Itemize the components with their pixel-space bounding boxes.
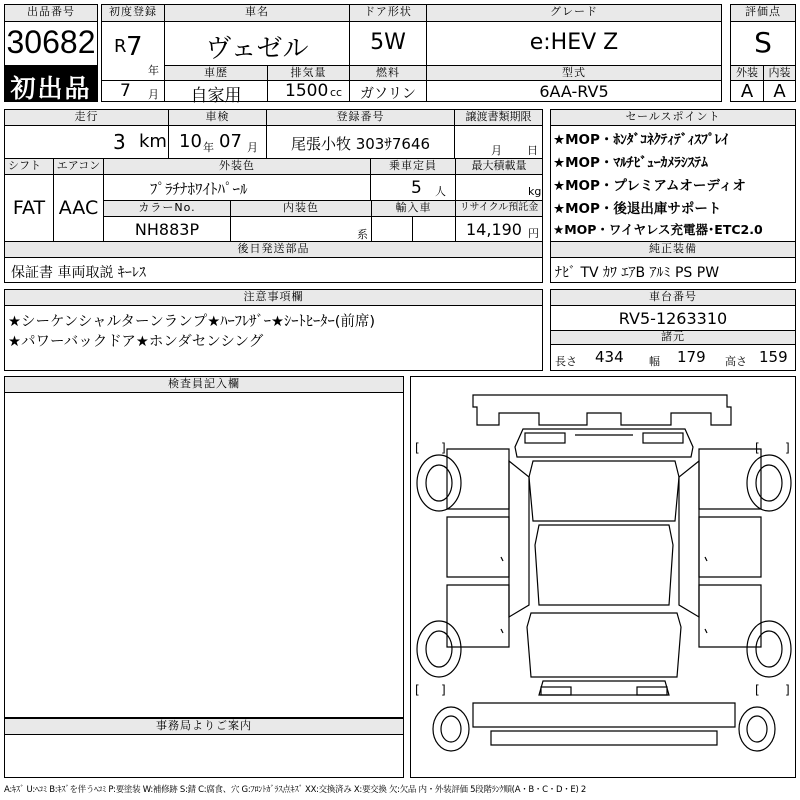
later-parts-label: 後日発送部品 xyxy=(4,241,543,258)
car-name: ヴェゼル xyxy=(205,34,309,64)
history-label: 車歴 xyxy=(164,65,268,81)
sales-points-box xyxy=(550,125,796,242)
inspector-label: 検査員記入欄 xyxy=(4,376,404,393)
import-label: 輸入車 xyxy=(371,200,456,217)
car-name-label: 車名 xyxy=(164,4,350,22)
interior-grade: A xyxy=(773,81,786,102)
plate-box xyxy=(266,125,455,159)
bracket-right-bottom-close: ] xyxy=(785,683,790,697)
model: 6AA-RV5 xyxy=(539,82,609,101)
sales-points-label: セールスポイント xyxy=(550,109,796,126)
inspection-box xyxy=(168,125,267,159)
inspection-year-unit: 年 xyxy=(203,141,214,154)
recycle-label: リサイクル預託金 xyxy=(455,200,543,217)
ac: AAC xyxy=(58,197,99,219)
grade-box xyxy=(426,21,722,66)
inspection-month-unit: 月 xyxy=(247,141,258,154)
exterior-label: 外装 xyxy=(730,65,764,81)
door-box xyxy=(349,21,427,66)
equipment-box xyxy=(550,257,796,283)
model-label: 型式 xyxy=(426,65,722,81)
interior-color-unit: 系 xyxy=(357,228,368,241)
first-reg-month-box xyxy=(101,80,165,102)
exterior-box xyxy=(730,80,764,102)
interior-color-box xyxy=(230,216,372,242)
mileage-unit: km xyxy=(139,131,167,152)
plate-label: 登録番号 xyxy=(266,109,455,126)
transfer-box xyxy=(454,125,543,159)
notes-line-2: ★パワーバックドア★ホンダセンシング xyxy=(8,334,264,350)
import-box-2 xyxy=(412,216,456,242)
shift-box xyxy=(4,174,54,242)
capacity: 5 xyxy=(411,178,422,198)
load-label: 最大積載量 xyxy=(455,158,543,175)
score-box xyxy=(730,21,796,66)
score-label: 評価点 xyxy=(730,4,796,22)
interior-color-label: 内装色 xyxy=(230,200,372,217)
first-listing-text: 初出品 xyxy=(10,74,92,103)
bracket-right-bottom: [ xyxy=(755,683,760,697)
dims-box xyxy=(550,344,796,371)
equipment-label: 純正装備 xyxy=(550,241,796,258)
fuel-label: 燃料 xyxy=(349,65,427,81)
bracket-right-top-close: ] xyxy=(785,441,790,455)
lot-number-box xyxy=(4,21,98,66)
chassis-number: RV5-1263310 xyxy=(618,309,728,328)
color-box xyxy=(103,174,371,201)
bracket-left-top: [ xyxy=(415,441,420,455)
car-name-box xyxy=(164,21,350,66)
mileage-box xyxy=(4,125,169,159)
mileage: 3 xyxy=(113,130,126,154)
bracket-left-bottom: [ xyxy=(415,683,420,697)
score: S xyxy=(754,26,772,59)
exterior-grade: A xyxy=(740,81,754,102)
door-label: ドア形状 xyxy=(349,4,427,22)
ac-box xyxy=(53,174,104,242)
load-box xyxy=(455,174,543,201)
capacity-box xyxy=(370,174,456,201)
sales-point: ★MOP・後退出庫サポート xyxy=(553,201,722,217)
chassis-label: 車台番号 xyxy=(550,289,796,306)
mileage-label: 走行 xyxy=(4,109,169,126)
displacement: 1500 xyxy=(285,81,329,101)
inspection-label: 車検 xyxy=(168,109,267,126)
transfer-label: 譲渡書類期限 xyxy=(454,109,543,126)
recycle-amount: 14,190 xyxy=(466,220,522,239)
capacity-unit: 人 xyxy=(435,185,446,198)
fuel-box xyxy=(349,80,427,102)
interior-box xyxy=(763,80,796,102)
transfer-month-unit: 月 xyxy=(491,144,502,157)
grade-label: グレード xyxy=(426,4,722,22)
door-type: 5W xyxy=(370,30,406,55)
dims-label: 諸元 xyxy=(550,330,796,345)
model-box xyxy=(426,80,722,102)
load-unit: kg xyxy=(528,185,542,198)
displacement-box xyxy=(267,80,350,102)
office-area xyxy=(4,734,404,778)
color-no-box xyxy=(103,216,231,242)
capacity-label: 乗車定員 xyxy=(370,158,456,175)
car-body-diagram xyxy=(411,377,797,779)
sales-point: ★MOP・ﾏﾙﾁﾋﾞｭｰｶﾒﾗｼｽﾃﾑ xyxy=(553,155,708,171)
history-box xyxy=(164,80,268,106)
ac-label: エアコン xyxy=(53,158,104,175)
equipment: ﾅﾋﾞ TV ｶﾜ ｴｱB ｱﾙﾐ PS PW xyxy=(555,265,720,281)
era: R xyxy=(114,36,127,57)
office-label: 事務局よりご案内 xyxy=(4,718,404,735)
legend: A:ｷｽﾞ U:ﾍｺﾐ B:ｷｽﾞを伴うﾍｺﾐ P:要塗装 W:補修跡 S:錆 C:腐食、穴 G:ﾌﾛﾝﾄｶﾞﾗｽ点ｷｽﾞ XX:交換済み X:要交換 欠:欠品 内・外装評価 5段階ﾗﾝｸ順(A・B・C・D・E) 2 xyxy=(4,785,587,795)
bracket-left-top-close: ] xyxy=(441,441,446,455)
length: 434 xyxy=(595,348,624,366)
displacement-label: 排気量 xyxy=(267,65,350,81)
grade: e:HEV Z xyxy=(529,30,619,55)
notes-line-1: ★シーケンシャルターンランプ★ﾊｰﾌﾚｻﾞｰ★ｼｰﾄﾋｰﾀｰ(前席) xyxy=(8,314,376,330)
inspection-year: 10 xyxy=(179,131,202,152)
import-box-1 xyxy=(371,216,413,242)
color-no-label: カラーNo. xyxy=(103,200,231,217)
reg-month: 7 xyxy=(120,81,131,101)
first-listing-badge xyxy=(4,65,98,102)
recycle-unit: 円 xyxy=(528,227,539,240)
lot-label: 出品番号 xyxy=(4,4,98,22)
color: ﾌﾟﾗﾁﾅﾎﾜｲﾄﾊﾟｰﾙ xyxy=(150,180,248,198)
fuel: ガソリン xyxy=(360,86,416,102)
notes-label: 注意事項欄 xyxy=(4,289,543,306)
bracket-right-top: [ xyxy=(755,441,760,455)
color-no: NH883P xyxy=(134,220,200,239)
shift-label: シフト xyxy=(4,158,54,175)
reg-year: 7 xyxy=(126,32,143,62)
displacement-unit: cc xyxy=(330,86,343,99)
later-parts: 保証書 車両取説 ｷｰﾚｽ xyxy=(11,265,146,281)
transfer-day-unit: 日 xyxy=(527,144,538,157)
interior-label: 内装 xyxy=(763,65,796,81)
height-label: 高さ xyxy=(725,355,747,368)
first-reg-label: 初度登録 xyxy=(101,4,165,22)
history: 自家用 xyxy=(190,86,242,106)
bracket-left-bottom-close: ] xyxy=(441,683,446,697)
inspection-month: 07 xyxy=(219,131,242,152)
sales-point: ★MOP・ﾎﾝﾀﾞｺﾈｸﾃｨﾃﾞｨｽﾌﾟﾚｲ xyxy=(553,132,729,148)
chassis-box xyxy=(550,305,796,331)
sales-point: ★MOP・ワイヤレス充電器･ETC2.0 xyxy=(553,222,763,237)
width: 179 xyxy=(677,348,706,366)
first-reg-year-box xyxy=(101,21,165,81)
color-label: 外装色 xyxy=(103,158,371,175)
plate: 尾張小牧 303ｻ7646 xyxy=(290,135,431,153)
notes-box xyxy=(4,305,543,371)
height: 159 xyxy=(759,348,788,366)
shift: FAT xyxy=(12,197,46,219)
sales-point: ★MOP・プレミアムオーディオ xyxy=(553,178,746,194)
width-label: 幅 xyxy=(649,355,660,368)
reg-month-unit: 月 xyxy=(148,88,159,101)
lot-number: 30682 xyxy=(6,24,96,60)
recycle-box xyxy=(455,216,543,242)
car-diagram-box xyxy=(410,376,796,778)
inspector-area xyxy=(4,392,404,718)
reg-year-unit: 年 xyxy=(148,64,159,77)
length-label: 長さ xyxy=(555,355,577,368)
later-parts-box xyxy=(4,257,543,283)
